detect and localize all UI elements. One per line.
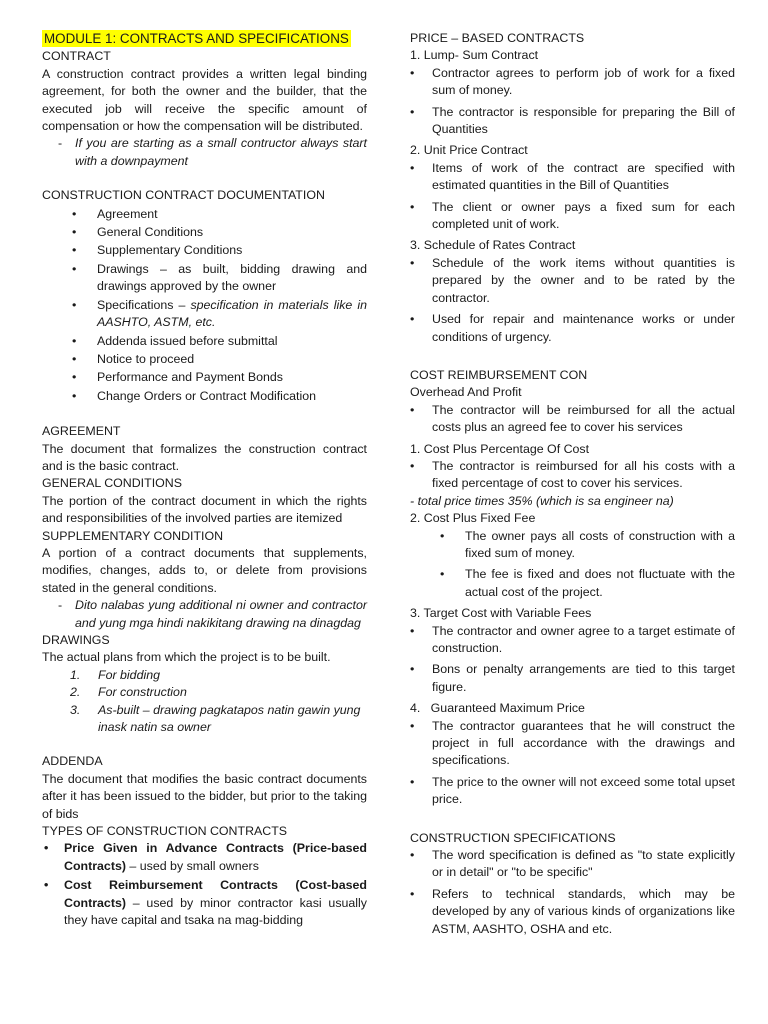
list-item: • Used for repair and maintenance works or under conditions of urgency. (410, 311, 735, 346)
list-item (42, 702, 367, 737)
list-item (42, 840, 367, 875)
list-item: • Performance and Payment Bonds (42, 369, 367, 386)
contract-text: A construction contract provides a written legal binding agreement, for both the owner and the builder, that the executed job will receive the specific amount of compensation or how the compensation will be distributed. (42, 66, 367, 134)
type-name: Cost Reimbursement Contracts (Cost-based Contracts) (64, 878, 367, 910)
price-based-heading: PRICE – BASED CONTRACTS (410, 31, 585, 45)
list-item: • General Conditions (42, 224, 367, 241)
percentage-note: - total price times 35% (which is sa engineer na) (410, 493, 674, 508)
list-item: • The contractor is reimbursed for all his costs with a fixed percentage of cost to cover his services. (410, 458, 735, 493)
documentation-heading: CONSTRUCTION CONTRACT DOCUMENTATION (42, 188, 325, 203)
list-item: • Addenda issued before submittal (42, 333, 367, 350)
percentage-list (410, 458, 735, 493)
left-column (42, 30, 367, 932)
supplementary-heading: SUPPLEMENTARY CONDITION (42, 528, 224, 543)
list-item: • The contractor is responsible for preparing the Bill of Quantities (410, 104, 735, 139)
right-column (410, 30, 735, 942)
specs-heading: CONSTRUCTION SPECIFICATIONS (410, 830, 616, 845)
list-item: • Refers to technical standards, which may be developed by any of various kinds of organizations like ASTM, AASHTO, OSHA and etc. (410, 886, 735, 938)
list-item: • Items of work of the contract are specified with estimated quantities in the Bill of Quantities (410, 160, 735, 195)
list-item (42, 877, 367, 929)
addenda-heading: ADDENDA (42, 754, 103, 769)
unit-price-list (410, 160, 735, 234)
drawings-text: The actual plans from which the project is to be built. (42, 650, 331, 665)
list-item (42, 297, 367, 332)
list-item: • The contractor and owner agree to a target estimate of construction. (410, 623, 735, 658)
fixed-fee-list (410, 528, 735, 602)
lump-sum-heading: 1. Lump- Sum Contract (410, 48, 539, 63)
list-item: • Contractor agrees to perform job of work for a fixed sum of money. (410, 65, 735, 100)
schedule-heading: 3. Schedule of Rates Contract (410, 238, 576, 253)
type-desc: – used by minor contractor kasi usually they have capital and tsaka na mag-bidding (64, 895, 367, 928)
agreement-text: The document that formalizes the construction contract and is the basic contract. (42, 441, 367, 473)
type-desc: – used by small owners (125, 858, 259, 873)
lump-sum-list (410, 65, 735, 139)
percentage-heading: 1. Cost Plus Percentage Of Cost (410, 441, 590, 456)
gmp-heading: 4. Guaranteed Maximum Price (410, 701, 585, 716)
target-heading: 3. Target Cost with Variable Fees (410, 606, 592, 621)
list-item (42, 667, 367, 684)
addenda-text: The document that modifies the basic contract documents after it has been issued to the bidder, but prior to the taking of bids (42, 771, 367, 821)
item-number: 3. (70, 702, 81, 717)
list-item: • Drawings – as built, bidding drawing and drawings approved by the owner (42, 261, 367, 296)
list-item: • Supplementary Conditions (42, 242, 367, 259)
module-title: MODULE 1: CONTRACTS AND SPECIFICATIONS (44, 31, 349, 46)
item-number: 2. (70, 685, 81, 700)
list-item: • The word specification is defined as "to state explicitly or in detail" or "to be specific" (410, 847, 735, 882)
types-heading: TYPES OF CONSTRUCTION CONTRACTS (42, 824, 288, 839)
list-item: • The fee is fixed and does not fluctuate with the actual cost of the project. (410, 566, 735, 601)
general-conditions-heading: GENERAL CONDITIONS (42, 476, 182, 491)
list-item: • Notice to proceed (42, 351, 367, 368)
list-item: • The client or owner pays a fixed sum for each completed unit of work. (410, 199, 735, 234)
contract-note: - If you are starting as a small contructor always start with a downpayment (42, 135, 367, 170)
list-item: • The owner pays all costs of construction with a fixed sum of money. (410, 528, 735, 563)
types-list (42, 840, 367, 929)
drawings-heading: DRAWINGS (42, 633, 110, 647)
specs-list (410, 847, 735, 938)
contract-note-list (42, 135, 367, 170)
schedule-list (410, 255, 735, 346)
overhead-list (410, 402, 735, 437)
list-item (42, 684, 367, 701)
item-label: For construction (98, 685, 187, 700)
item-number: 1. (70, 667, 81, 682)
documentation-list (42, 206, 367, 405)
list-item: • Change Orders or Contract Modification (42, 388, 367, 405)
unit-price-heading: 2. Unit Price Contract (410, 143, 528, 158)
item-label: For bidding (98, 667, 160, 682)
list-item: • Agreement (42, 206, 367, 223)
list-item: • The contractor will be reimbursed for all the actual costs plus an agreed fee to cover his services (410, 402, 735, 437)
supplementary-text: A portion of a contract documents that supplements, modifies, changes, adds to, or delete from provisions stated in the general conditions. (42, 545, 367, 595)
drawings-list (42, 667, 367, 737)
list-item: • The price to the owner will not exceed some total upset price. (410, 774, 735, 809)
overhead-heading: Overhead And Profit (410, 385, 522, 400)
fixed-fee-heading: 2. Cost Plus Fixed Fee (410, 511, 536, 526)
type-name: Price Given in Advance Contracts (Price-based Contracts) (64, 841, 367, 873)
item-label: As-built – drawing pagkatapos natin gawin yung inask natin sa owner (98, 702, 361, 735)
spec-item-label: Specifications – (97, 297, 191, 312)
target-list (410, 623, 735, 697)
list-item: • Bons or penalty arrangements are tied to this target figure. (410, 661, 735, 696)
gmp-list (410, 718, 735, 809)
supplementary-note-list (42, 597, 367, 632)
general-conditions-text: The portion of the contract document in which the rights and responsibilities of the involved parties are itemized (42, 493, 367, 526)
cost-reimb-heading: COST REIMBURSEMENT CON (410, 367, 588, 382)
contract-heading: CONTRACT (42, 49, 111, 64)
spec-item-note: specification in materials like in AASHTO, ASTM, etc. (97, 297, 367, 330)
agreement-heading: AGREEMENT (42, 424, 121, 439)
list-item: • Schedule of the work items without quantities is prepared by the owner and to be rated by the contractor. (410, 255, 735, 307)
supplementary-note: - Dito nalabas yung additional ni owner and contractor and yung mga hindi nakikitang drawing na dinagdag (42, 597, 367, 632)
list-item: • The contractor guarantees that he will construct the project in full accordance with the drawings and specifications. (410, 718, 735, 770)
